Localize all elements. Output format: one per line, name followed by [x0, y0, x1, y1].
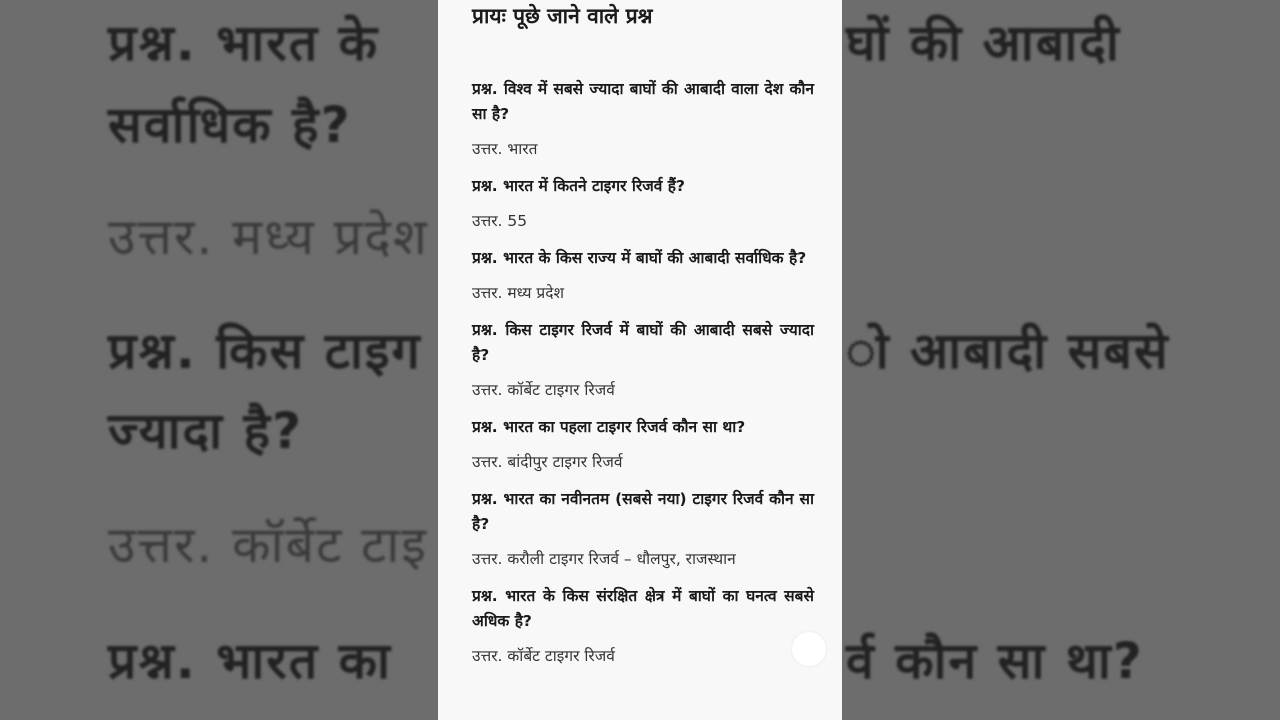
faq-item	[472, 77, 814, 162]
bg-right-1: घों की आबादी	[846, 14, 1121, 72]
bg-line-1: प्रश्न. भारत के	[108, 14, 380, 72]
faq-answer: उत्तर. करौली टाइगर रिजर्व – धौलपुर, राजस्थान	[472, 550, 736, 568]
faq-question: प्रश्न. विश्व में सबसे ज्यादा बाघों की आबादी वाला देश कौन सा है?	[472, 80, 814, 123]
faq-question: प्रश्न. भारत में कितने टाइगर रिजर्व हैं?	[472, 177, 685, 195]
faq-item	[472, 174, 814, 234]
faq-question: प्रश्न. भारत के किस संरक्षित क्षेत्र में बाघों का घनत्व सबसे अधिक है?	[472, 587, 814, 630]
bg-line-2: सर्वाधिक है?	[108, 96, 352, 154]
faq-item	[472, 487, 814, 572]
faq-answer: उत्तर. बांदीपुर टाइगर रिजर्व	[472, 453, 623, 471]
faq-list	[472, 77, 814, 669]
faq-item	[472, 318, 814, 403]
bg-right-3: र्व कौन सा था?	[846, 632, 1144, 690]
faq-heading: प्रायः पूछे जाने वाले प्रश्न	[472, 4, 653, 28]
bg-line-3: उत्तर. मध्य प्रदेश	[108, 208, 429, 266]
faq-answer: उत्तर. मध्य प्रदेश	[472, 284, 565, 302]
faq-answer: उत्तर. 55	[472, 212, 528, 230]
document-panel	[438, 0, 842, 720]
bg-line-6: उत्तर. कॉर्बेट टाइ	[108, 516, 428, 574]
faq-item	[472, 584, 814, 669]
faq-answer: उत्तर. कॉर्बेट टाइगर रिजर्व	[472, 647, 615, 665]
bg-right-2: ो आबादी सबसे	[846, 322, 1170, 380]
faq-answer: उत्तर. भारत	[472, 140, 538, 158]
faq-item	[472, 415, 814, 475]
overlay-circle-button[interactable]	[792, 632, 826, 666]
faq-answer: उत्तर. कॉर्बेट टाइगर रिजर्व	[472, 381, 615, 399]
bg-line-5: ज्यादा है?	[108, 402, 304, 460]
faq-question: प्रश्न. किस टाइगर रिजर्व में बाघों की आबादी सबसे ज्यादा है?	[472, 321, 814, 364]
faq-question: प्रश्न. भारत का नवीनतम (सबसे नया) टाइगर रिजर्व कौन सा है?	[472, 490, 814, 533]
bg-line-4: प्रश्न. किस टाइग	[108, 322, 422, 380]
faq-question: प्रश्न. भारत के किस राज्य में बाघों की आबादी सर्वाधिक है?	[472, 249, 807, 267]
faq-question: प्रश्न. भारत का पहला टाइगर रिजर्व कौन सा था?	[472, 418, 746, 436]
faq-item	[472, 246, 814, 306]
bg-line-7: प्रश्न. भारत का	[108, 632, 393, 690]
